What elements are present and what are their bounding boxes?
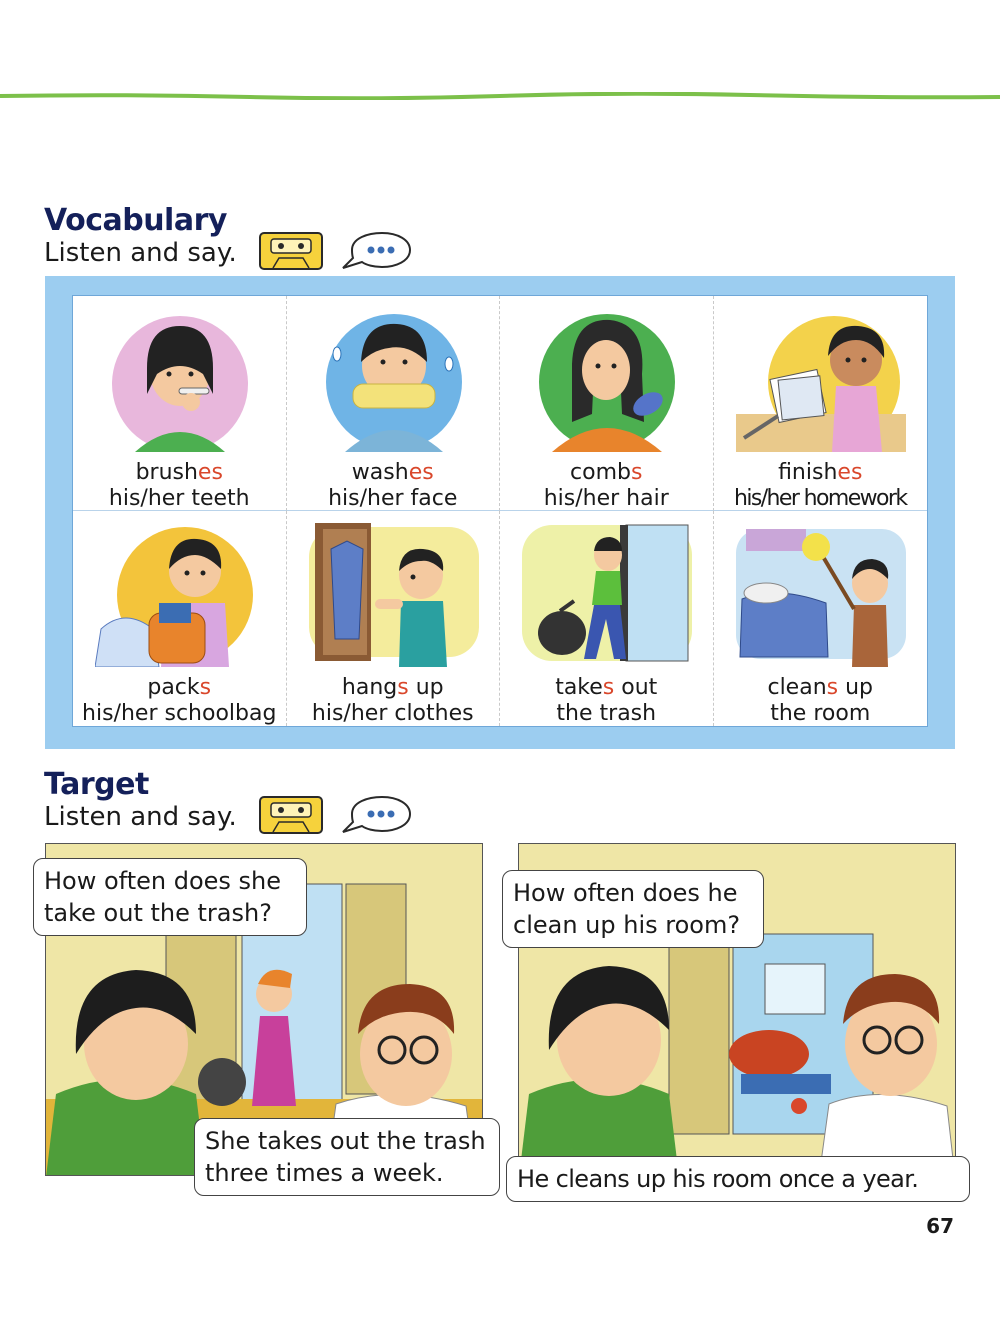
vocab-verb: takes out [555,675,658,700]
vocab-object: the trash [556,701,657,726]
vocab-verb: combs [570,460,643,485]
vocab-card-takes-out-trash[interactable] [500,511,714,726]
speech-bubble-icon[interactable] [338,230,412,270]
top-green-rule [0,92,1000,100]
vocabulary-grid [72,295,928,727]
speech-bubble-icon[interactable] [338,794,412,834]
vocab-card-finishes-homework[interactable] [714,296,928,511]
bubble-line: How often does she [44,867,282,895]
vocab-object: his/her clothes [311,701,474,726]
packing-schoolbag-illustration [95,519,265,667]
bubble-line: take out the trash? [44,899,272,927]
speech-bubble-answer [506,1156,970,1202]
vocab-verb: finishes [778,460,863,485]
vocab-verb: washes [351,460,434,485]
vocabulary-instruction: Listen and say. [44,238,237,268]
vocab-card-cleans-up-room[interactable] [714,511,928,726]
speech-bubble-answer [194,1118,500,1196]
target-title: Target [44,767,149,802]
vocab-object: his/her face [328,486,458,511]
speech-bubble-question [33,858,307,936]
bubble-line: clean up his room? [513,911,741,939]
vocab-card-packs-schoolbag[interactable] [73,511,287,726]
brushing-teeth-illustration [95,304,265,452]
target-instruction: Listen and say. [44,802,237,832]
vocab-verb: packs [147,675,212,700]
combing-hair-illustration [522,304,692,452]
cassette-icon[interactable] [259,232,323,270]
finishing-homework-illustration [736,304,906,452]
vocab-object: his/her hair [543,486,669,511]
page-number: 67 [926,1214,954,1238]
speech-bubble-question [502,870,764,948]
cleaning-room-illustration [736,519,906,667]
bubble-line: She takes out the trash [205,1127,486,1155]
vocab-object: the room [770,701,871,726]
cassette-icon[interactable] [259,796,323,834]
vocab-verb: cleans up [767,675,874,700]
vocab-card-hangs-up-clothes[interactable] [287,511,501,726]
vocab-card-brushes-teeth[interactable] [73,296,287,511]
vocab-card-washes-face[interactable] [287,296,501,511]
bubble-line: three times a week. [205,1159,444,1187]
bubble-line: How often does he [513,879,738,907]
vocab-card-combs-hair[interactable] [500,296,714,511]
vocab-object: his/her schoolbag [82,701,277,726]
vocab-object: his/her homework [734,486,907,511]
washing-face-illustration [309,304,479,452]
bubble-line: He cleans up his room once a year. [517,1165,919,1193]
vocab-verb: brushes [135,460,223,485]
vocab-verb: hangs up [341,675,444,700]
vocabulary-title: Vocabulary [44,203,227,238]
hanging-clothes-illustration [309,519,479,667]
vocab-object: his/her teeth [108,486,250,511]
taking-out-trash-illustration [522,519,692,667]
